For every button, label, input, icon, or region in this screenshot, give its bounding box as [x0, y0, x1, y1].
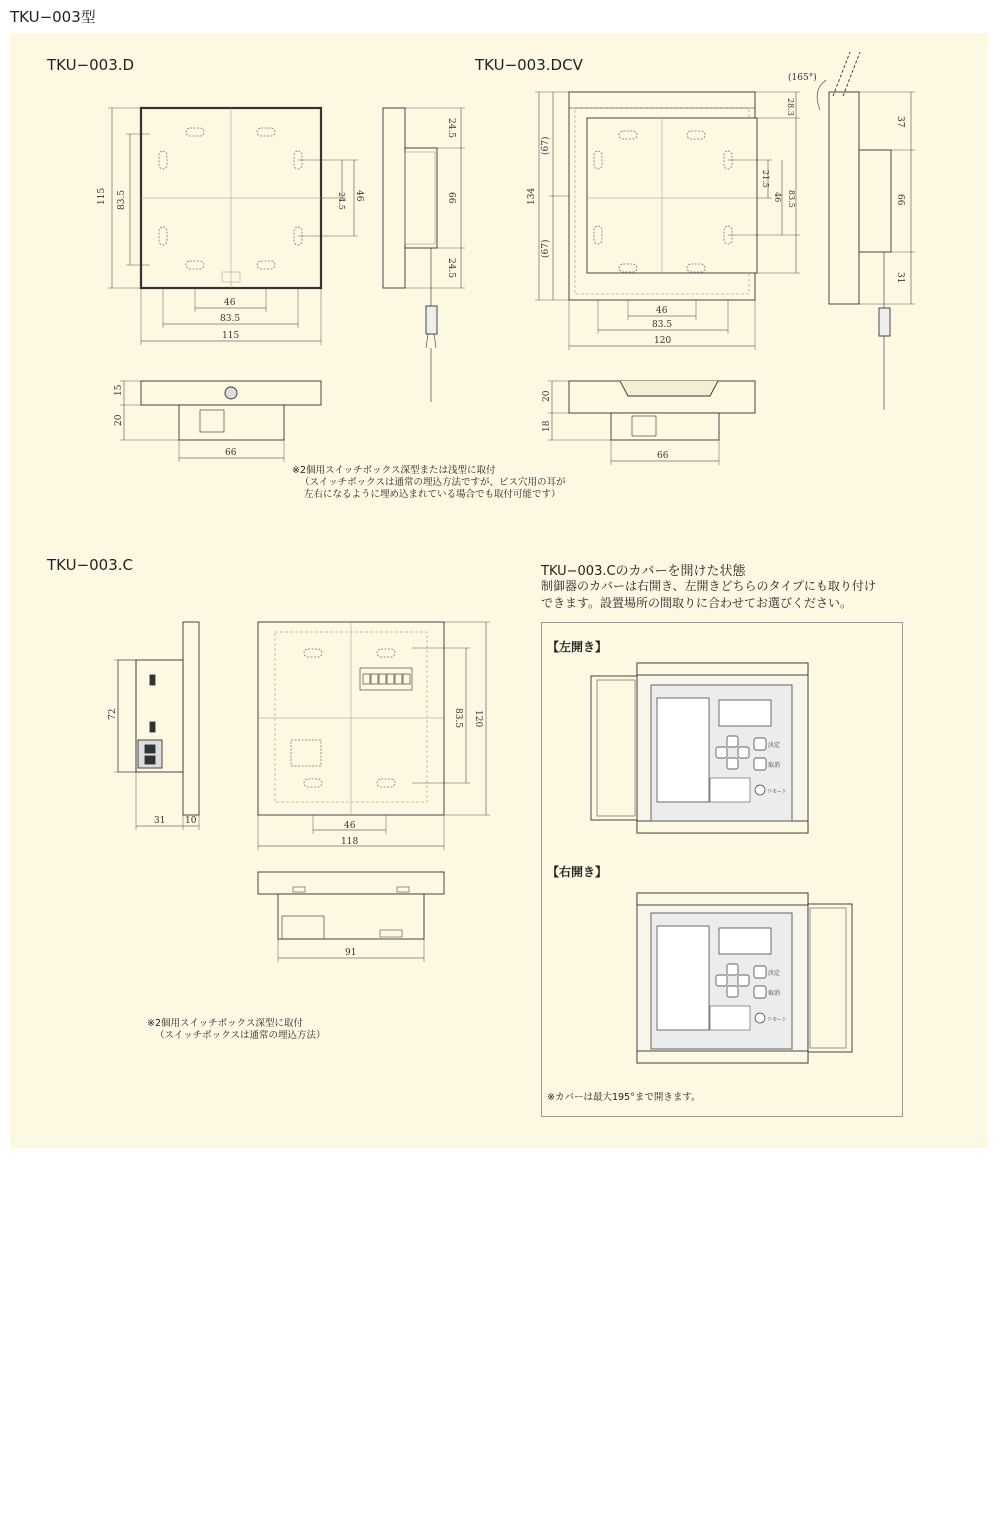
dcv-bottom-view — [548, 381, 755, 465]
section-title-open: TKU−003.Cのカバーを開けた状態 — [541, 564, 746, 579]
dim-dcv-r46: 46 — [773, 192, 782, 203]
dim-d-h-inner: 83.5 — [117, 189, 127, 210]
remote-label-left: リモート — [767, 789, 787, 795]
dim-c-w31: 31 — [154, 816, 166, 826]
dim-dcv-r283: 28.3 — [786, 98, 795, 116]
dim-d-v46: 46 — [354, 190, 364, 202]
dim-c-w46: 46 — [344, 821, 356, 831]
remote-label-right: リモート — [767, 1017, 787, 1023]
dim-dcv-h18: 18 — [542, 420, 552, 432]
dim-d-h15: 15 — [114, 384, 124, 396]
c-front-view — [258, 622, 490, 850]
d-side-view — [383, 108, 465, 402]
section-title-dcv: TKU−003.DCV — [475, 56, 583, 74]
d-front-view — [108, 108, 358, 345]
dim-d-h20: 20 — [114, 414, 124, 426]
dim-dcv-w66: 66 — [657, 451, 669, 461]
dim-dcv-side-bottom: 31 — [895, 272, 905, 284]
dim-d-side-bottom: 24.5 — [446, 258, 456, 279]
dim-d-w66: 66 — [225, 448, 237, 458]
dim-d-side-top: 24.5 — [446, 118, 456, 139]
open-description-line-2: できます。設置場所の間取りに合わせてお選びください。 — [541, 596, 853, 610]
dim-dcv-h-total: 134 — [527, 187, 537, 205]
dim-c-w91: 91 — [345, 948, 357, 958]
note-c-line-2: （スイッチボックスは通常の埋込方法） — [155, 1030, 326, 1041]
dim-dcv-r835: 83.5 — [787, 190, 796, 208]
d-side-dims — [446, 118, 456, 278]
kettei-label-left: 決定 — [768, 742, 781, 749]
dim-d-w46: 46 — [224, 298, 236, 308]
dim-d-side-mid: 66 — [446, 192, 456, 204]
dim-c-w10: 10 — [185, 816, 197, 826]
right-open-controller — [637, 893, 852, 1063]
dim-dcv-h67a: (67) — [541, 136, 551, 155]
page-title: TKU−003型 — [10, 8, 96, 26]
dim-dcv-h20: 20 — [542, 390, 552, 402]
dim-d-h-total: 115 — [97, 187, 107, 205]
dim-dcv-w46: 46 — [656, 306, 668, 316]
dim-c-h72: 72 — [108, 708, 118, 720]
cover-note: ※カバーは最大195°まで開きます。 — [547, 1092, 701, 1103]
dim-dcv-angle: (165°) — [788, 73, 817, 83]
d-bottom-view — [120, 381, 321, 462]
label-right-open: 【右開き】 — [547, 865, 608, 879]
dim-d-v245: 24.5 — [337, 192, 346, 210]
note-d-line-3: 左右になるように埋め込まれている場合でも取付可能です） — [304, 489, 561, 500]
dim-dcv-w-total: 120 — [654, 336, 672, 346]
dim-c-h120: 120 — [473, 710, 483, 728]
c-side-view — [114, 622, 199, 830]
dim-c-h835: 83.5 — [453, 708, 463, 729]
dim-c-w118: 118 — [341, 837, 359, 847]
torikeshi-label-left: 取消 — [768, 762, 781, 769]
dim-d-w-inner: 83.5 — [220, 314, 241, 324]
dim-dcv-r215: 21.5 — [761, 170, 770, 188]
kettei-label-right: 決定 — [768, 970, 781, 977]
dim-dcv-w-inner: 83.5 — [652, 320, 673, 330]
dcv-side-view — [817, 52, 915, 410]
torikeshi-label-right: 取消 — [768, 990, 781, 997]
dim-d-w-total: 115 — [222, 331, 240, 341]
dim-dcv-side-top: 37 — [895, 116, 905, 128]
label-left-open: 【左開き】 — [547, 640, 608, 654]
dim-dcv-side-mid: 66 — [895, 194, 905, 206]
section-title-d: TKU−003.D — [47, 56, 135, 74]
open-description-line-1: 制御器のカバーは右開き、左開きどちらのタイプにも取り付け — [541, 579, 876, 593]
dim-dcv-h67b: (67) — [541, 239, 551, 258]
dcv-front-view — [535, 92, 800, 350]
section-title-c: TKU−003.C — [47, 556, 134, 574]
c-bottom-dims — [345, 948, 356, 958]
note-d-line-2: （スイッチボックスは通常の埋込方法ですが、ビス穴用の耳が — [300, 477, 566, 488]
note-d-line-1: ※2個用スイッチボックス深型または浅型に取付 — [292, 465, 496, 476]
note-c-line-1: ※2個用スイッチボックス深型に取付 — [147, 1018, 304, 1029]
